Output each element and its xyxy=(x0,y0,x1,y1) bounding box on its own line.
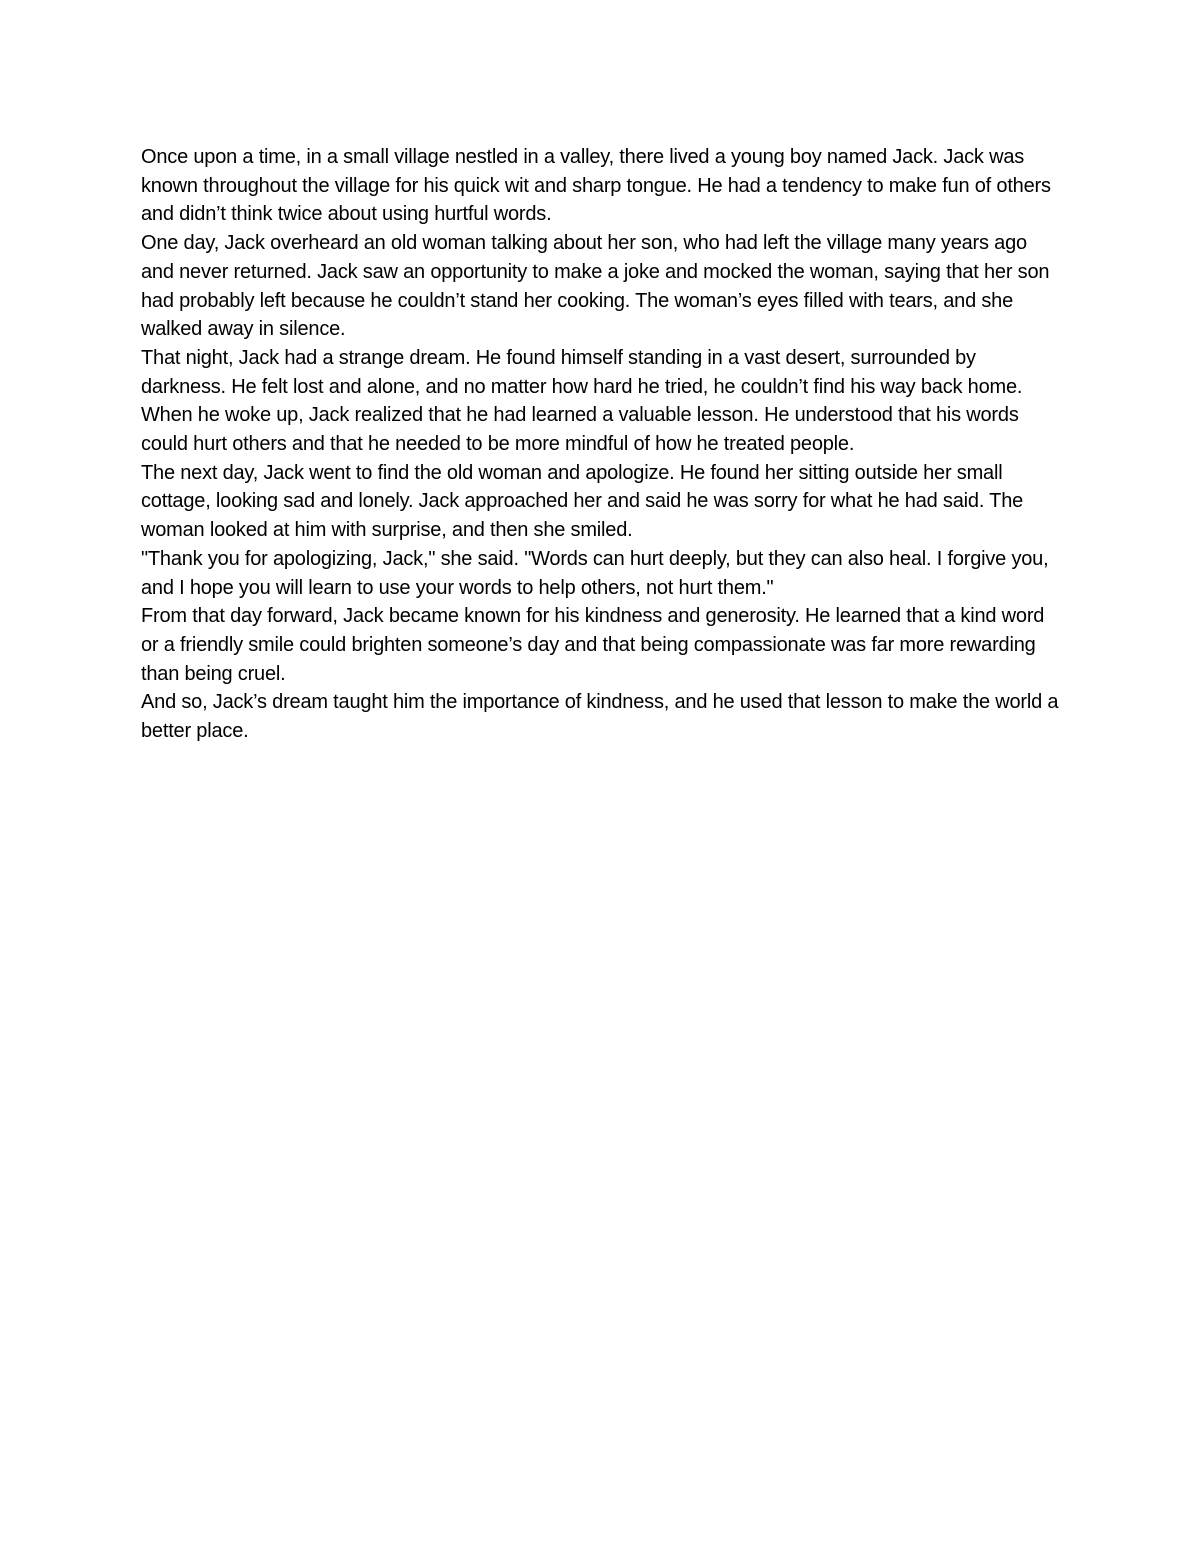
paragraph-5: The next day, Jack went to find the old woman and apologize. He found her sitting outside her small cottage, looking sad and lonely. Jack approached her and said he was sorry for what he had said. The woman looked at him with surprise, and then she smiled. xyxy=(141,461,1024,542)
story-body xyxy=(141,143,1061,746)
paragraph-4: When he woke up, Jack realized that he had learned a valuable lesson. He understood that his words could hurt others and that he needed to be more mindful of how he treated people. xyxy=(141,404,1019,456)
paragraph-3: That night, Jack had a strange dream. He found himself standing in a vast desert, surrounded by darkness. He felt lost and alone, and no matter how hard he tried, he couldn’t find his way back home. xyxy=(141,346,1023,398)
paragraph-7: From that day forward, Jack became known for his kindness and generosity. He learned that a kind word or a friendly smile could brighten someone’s day and that being compassionate was far more rewarding than being cruel. xyxy=(141,605,1045,685)
paragraph-1: Once upon a time, in a small village nestled in a valley, there lived a young boy named Jack. Jack was known throughout the village for his quick wit and sharp tongue. He had a tendency to make fun of others and didn’t think twice about using hurtful words. xyxy=(141,146,1051,226)
paragraph-6: "Thank you for apologizing, Jack," she said. "Words can hurt deeply, but they can also heal. I forgive you, and I hope you will learn to use your words to help others, not hurt them." xyxy=(141,547,1049,599)
paragraph-2: One day, Jack overheard an old woman talking about her son, who had left the village many years ago and never returned. Jack saw an opportunity to make a joke and mocked the woman, saying that her son had probably left because he couldn’t stand her cooking. The woman’s eyes filled with tears, and she walked away in silence. xyxy=(141,232,1050,341)
paragraph-8: And so, Jack’s dream taught him the importance of kindness, and he used that lesson to make the world a better place. xyxy=(141,691,1059,743)
